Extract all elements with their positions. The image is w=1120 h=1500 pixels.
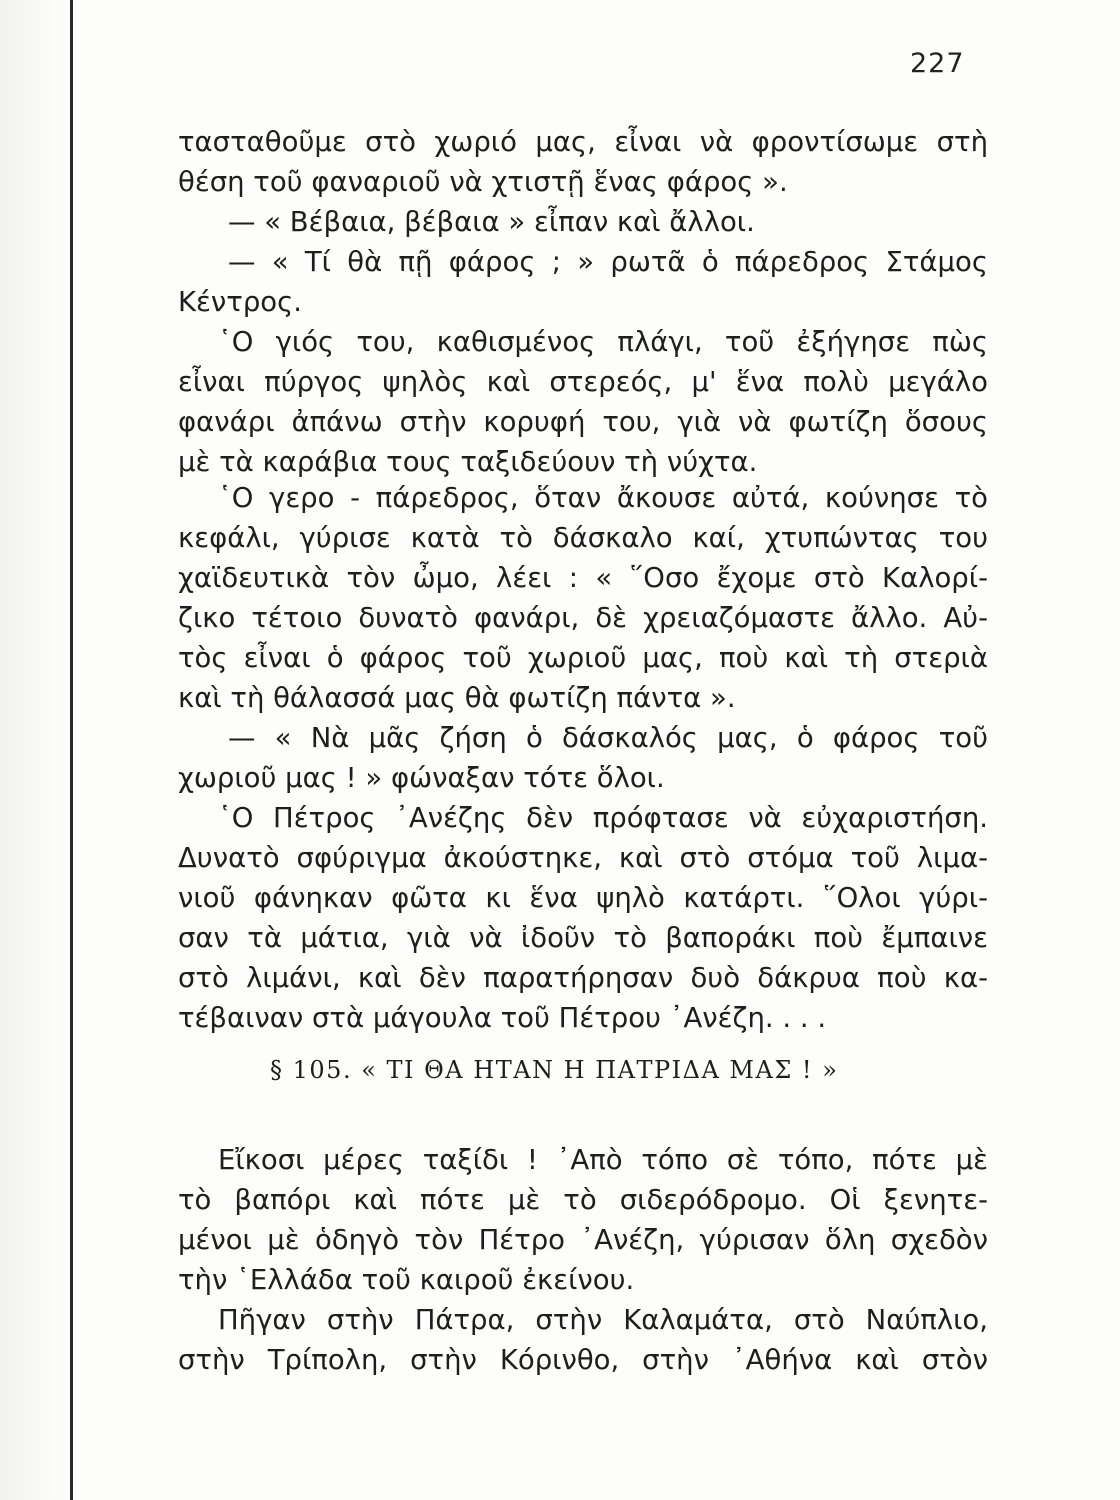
text-line: ζικο τέτοιο δυνατὸ φανάρι, δὲ χρειαζόμαστε ἄλλο. Αὐ- xyxy=(178,602,988,634)
text-line: χαϊδευτικὰ τὸν ὦμο, λέει : « ῞Οσο ἔχομε στὸ Καλορί- xyxy=(178,562,988,594)
page-number: 227 xyxy=(910,48,965,79)
text-line: στὸ λιμάνι, καὶ δὲν παρατήρησαν δυὸ δάκρυα ποὺ κα- xyxy=(178,962,988,994)
text-line: τὴν ῾Ελλάδα τοῦ καιροῦ ἐκείνου. xyxy=(178,1264,635,1296)
text-line: τὸς εἶναι ὁ φάρος τοῦ χωριοῦ μας, ποὺ καὶ τὴ στεριὰ xyxy=(178,642,988,674)
text-line: ῾Ο γιός του, καθισμένος πλάγι, τοῦ ἐξήγησε πὼς xyxy=(218,326,988,358)
text-line: τέβαιναν στὰ μάγουλα τοῦ Πέτρου ᾿Ανέζη. . . . xyxy=(178,1002,827,1034)
text-line: Κέντρος. xyxy=(178,286,302,318)
binding-edge xyxy=(70,0,73,1500)
text-line: θέση τοῦ φαναριοῦ νὰ χτιστῇ ἕνας φάρος ». xyxy=(178,166,788,198)
text-line: μὲ τὰ καράβια τους ταξιδεύουν τὴ νύχτα. xyxy=(178,446,758,478)
text-line: Δυνατὸ σφύριγμα ἀκούστηκε, καὶ στὸ στόμα τοῦ λιμα- xyxy=(178,842,988,874)
text-line: χωριοῦ μας ! » φώναξαν τότε ὅλοι. xyxy=(178,762,665,794)
text-line: τασταθοῦμε στὸ χωριό μας, εἶναι νὰ φροντίσωμε στὴ xyxy=(178,126,988,158)
text-line: — « Τί θὰ πῇ φάρος ; » ρωτᾶ ὁ πάρεδρος Στάμος xyxy=(228,246,988,278)
text-line: κεφάλι, γύρισε κατὰ τὸ δάσκαλο καί, χτυπώντας του xyxy=(178,522,988,554)
text-line: σαν τὰ μάτια, γιὰ νὰ ἰδοῦν τὸ βαποράκι ποὺ ἔμπαινε xyxy=(178,922,988,954)
text-line: στὴν Τρίπολη, στὴν Κόρινθο, στὴν ᾿Αθήνα καὶ στὸν xyxy=(178,1344,988,1376)
text-line: Πῆγαν στὴν Πάτρα, στὴν Καλαμάτα, στὸ Ναύπλιο, xyxy=(218,1304,988,1336)
text-line: ῾Ο γερο - πάρεδρος, ὅταν ἄκουσε αὐτά, κούνησε τὸ xyxy=(218,482,988,514)
binding-shadow xyxy=(0,0,70,1500)
text-line: μένοι μὲ ὁδηγὸ τὸν Πέτρο ᾿Ανέζη, γύρισαν ὅλη σχεδὸν xyxy=(178,1224,988,1256)
text-line: ῾Ο Πέτρος ᾿Ανέζης δὲν πρόφτασε νὰ εὐχαριστήση. xyxy=(218,802,988,834)
text-line: φανάρι ἀπάνω στὴν κορυφή του, γιὰ νὰ φωτίζη ὅσους xyxy=(178,406,988,438)
text-line: — « Βέβαια, βέβαια » εἶπαν καὶ ἄλλοι. xyxy=(228,206,755,238)
text-line: — « Νὰ μᾶς ζήση ὁ δάσκαλός μας, ὁ φάρος τοῦ xyxy=(228,722,988,754)
text-line: τὸ βαπόρι καὶ πότε μὲ τὸ σιδερόδρομο. Οἱ ξενητε- xyxy=(178,1184,988,1216)
text-line: Εἴκοσι μέρες ταξίδι ! ᾿Απὸ τόπο σὲ τόπο, πότε μὲ xyxy=(218,1144,988,1176)
text-line: καὶ τὴ θάλασσά μας θὰ φωτίζη πάντα ». xyxy=(178,682,736,714)
section-heading: § 105. « ΤΙ ΘΑ ΗΤΑΝ Η ΠΑΤΡΙΔΑ ΜΑΣ ! » xyxy=(270,1056,839,1084)
text-line: νιοῦ φάνηκαν φῶτα κι ἕνα ψηλὸ κατάρτι. ῞Ολοι γύρι- xyxy=(178,882,988,914)
text-line: εἶναι πύργος ψηλὸς καὶ στερεός, μ' ἕνα πολὺ μεγάλο xyxy=(178,366,988,398)
